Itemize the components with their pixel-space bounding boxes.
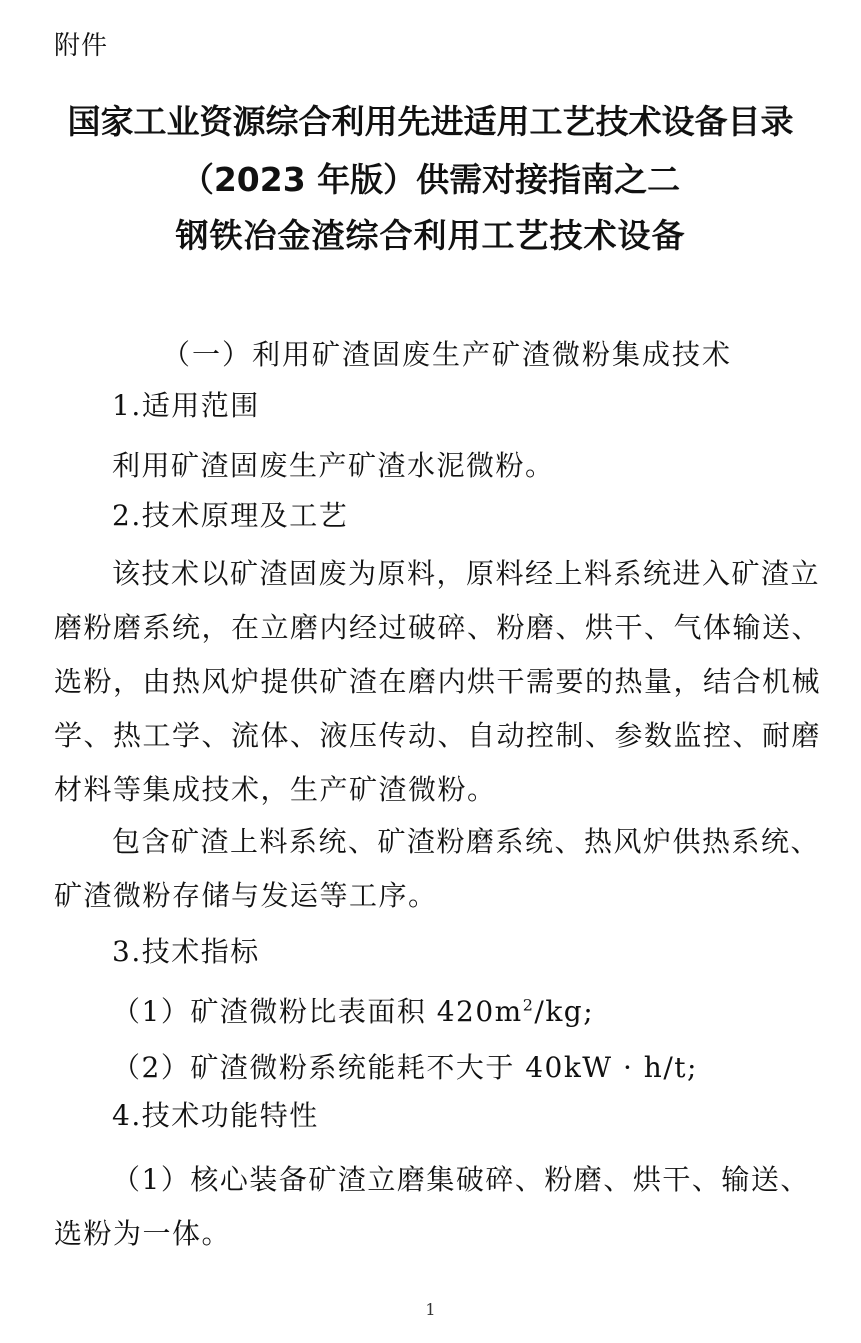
principle-paragraph-1-line: 材料等集成技术，生产矿渣微粉。	[54, 773, 497, 806]
page-number: 1	[425, 1300, 436, 1319]
document-title-line-2: （2023 年版）供需对接指南之二	[180, 160, 681, 199]
feature-1-line: （1）核心装备矿渣立磨集破碎、粉磨、烘干、输送、	[112, 1163, 810, 1196]
indicator-1-text: （1）矿渣微粉比表面积 420m	[112, 995, 523, 1028]
indicator-1-superscript: 2	[522, 995, 535, 1015]
indicator-1	[112, 992, 594, 1032]
attachment-label: 附件	[54, 31, 109, 61]
principle-heading: 2.技术原理及工艺	[112, 499, 349, 532]
principle-paragraph-1-line: 磨粉磨系统，在立磨内经过破碎、粉磨、烘干、气体输送、	[54, 611, 822, 644]
principle-paragraph-1-line: 选粉，由热风炉提供矿渣在磨内烘干需要的热量，结合机械	[54, 665, 822, 698]
features-heading: 4.技术功能特性	[112, 1099, 319, 1132]
document-title-line-3: 钢铁冶金渣综合利用工艺技术设备	[175, 216, 686, 255]
principle-paragraph-1-line: 该技术以矿渣固废为原料，原料经上料系统进入矿渣立	[112, 557, 821, 590]
scope-heading: 1.适用范围	[112, 389, 260, 422]
indicators-heading: 3.技术指标	[112, 935, 260, 968]
principle-paragraph-2-line: 包含矿渣上料系统、矿渣粉磨系统、热风炉供热系统、	[112, 825, 821, 858]
feature-1-line: 选粉为一体。	[54, 1217, 232, 1250]
document-title-line-1: 国家工业资源综合利用先进适用工艺技术设备目录	[67, 102, 794, 141]
indicator-1-unit: /kg;	[534, 995, 595, 1028]
scope-text: 利用矿渣固废生产矿渣水泥微粉。	[112, 449, 555, 482]
principle-paragraph-2-line: 矿渣微粉存储与发运等工序。	[54, 879, 438, 912]
principle-paragraph-1-line: 学、热工学、流体、液压传动、自动控制、参数监控、耐磨	[54, 719, 822, 752]
indicator-2: （2）矿渣微粉系统能耗不大于 40kW · h/t;	[112, 1051, 698, 1084]
section-heading: （一）利用矿渣固废生产矿渣微粉集成技术	[162, 338, 733, 371]
